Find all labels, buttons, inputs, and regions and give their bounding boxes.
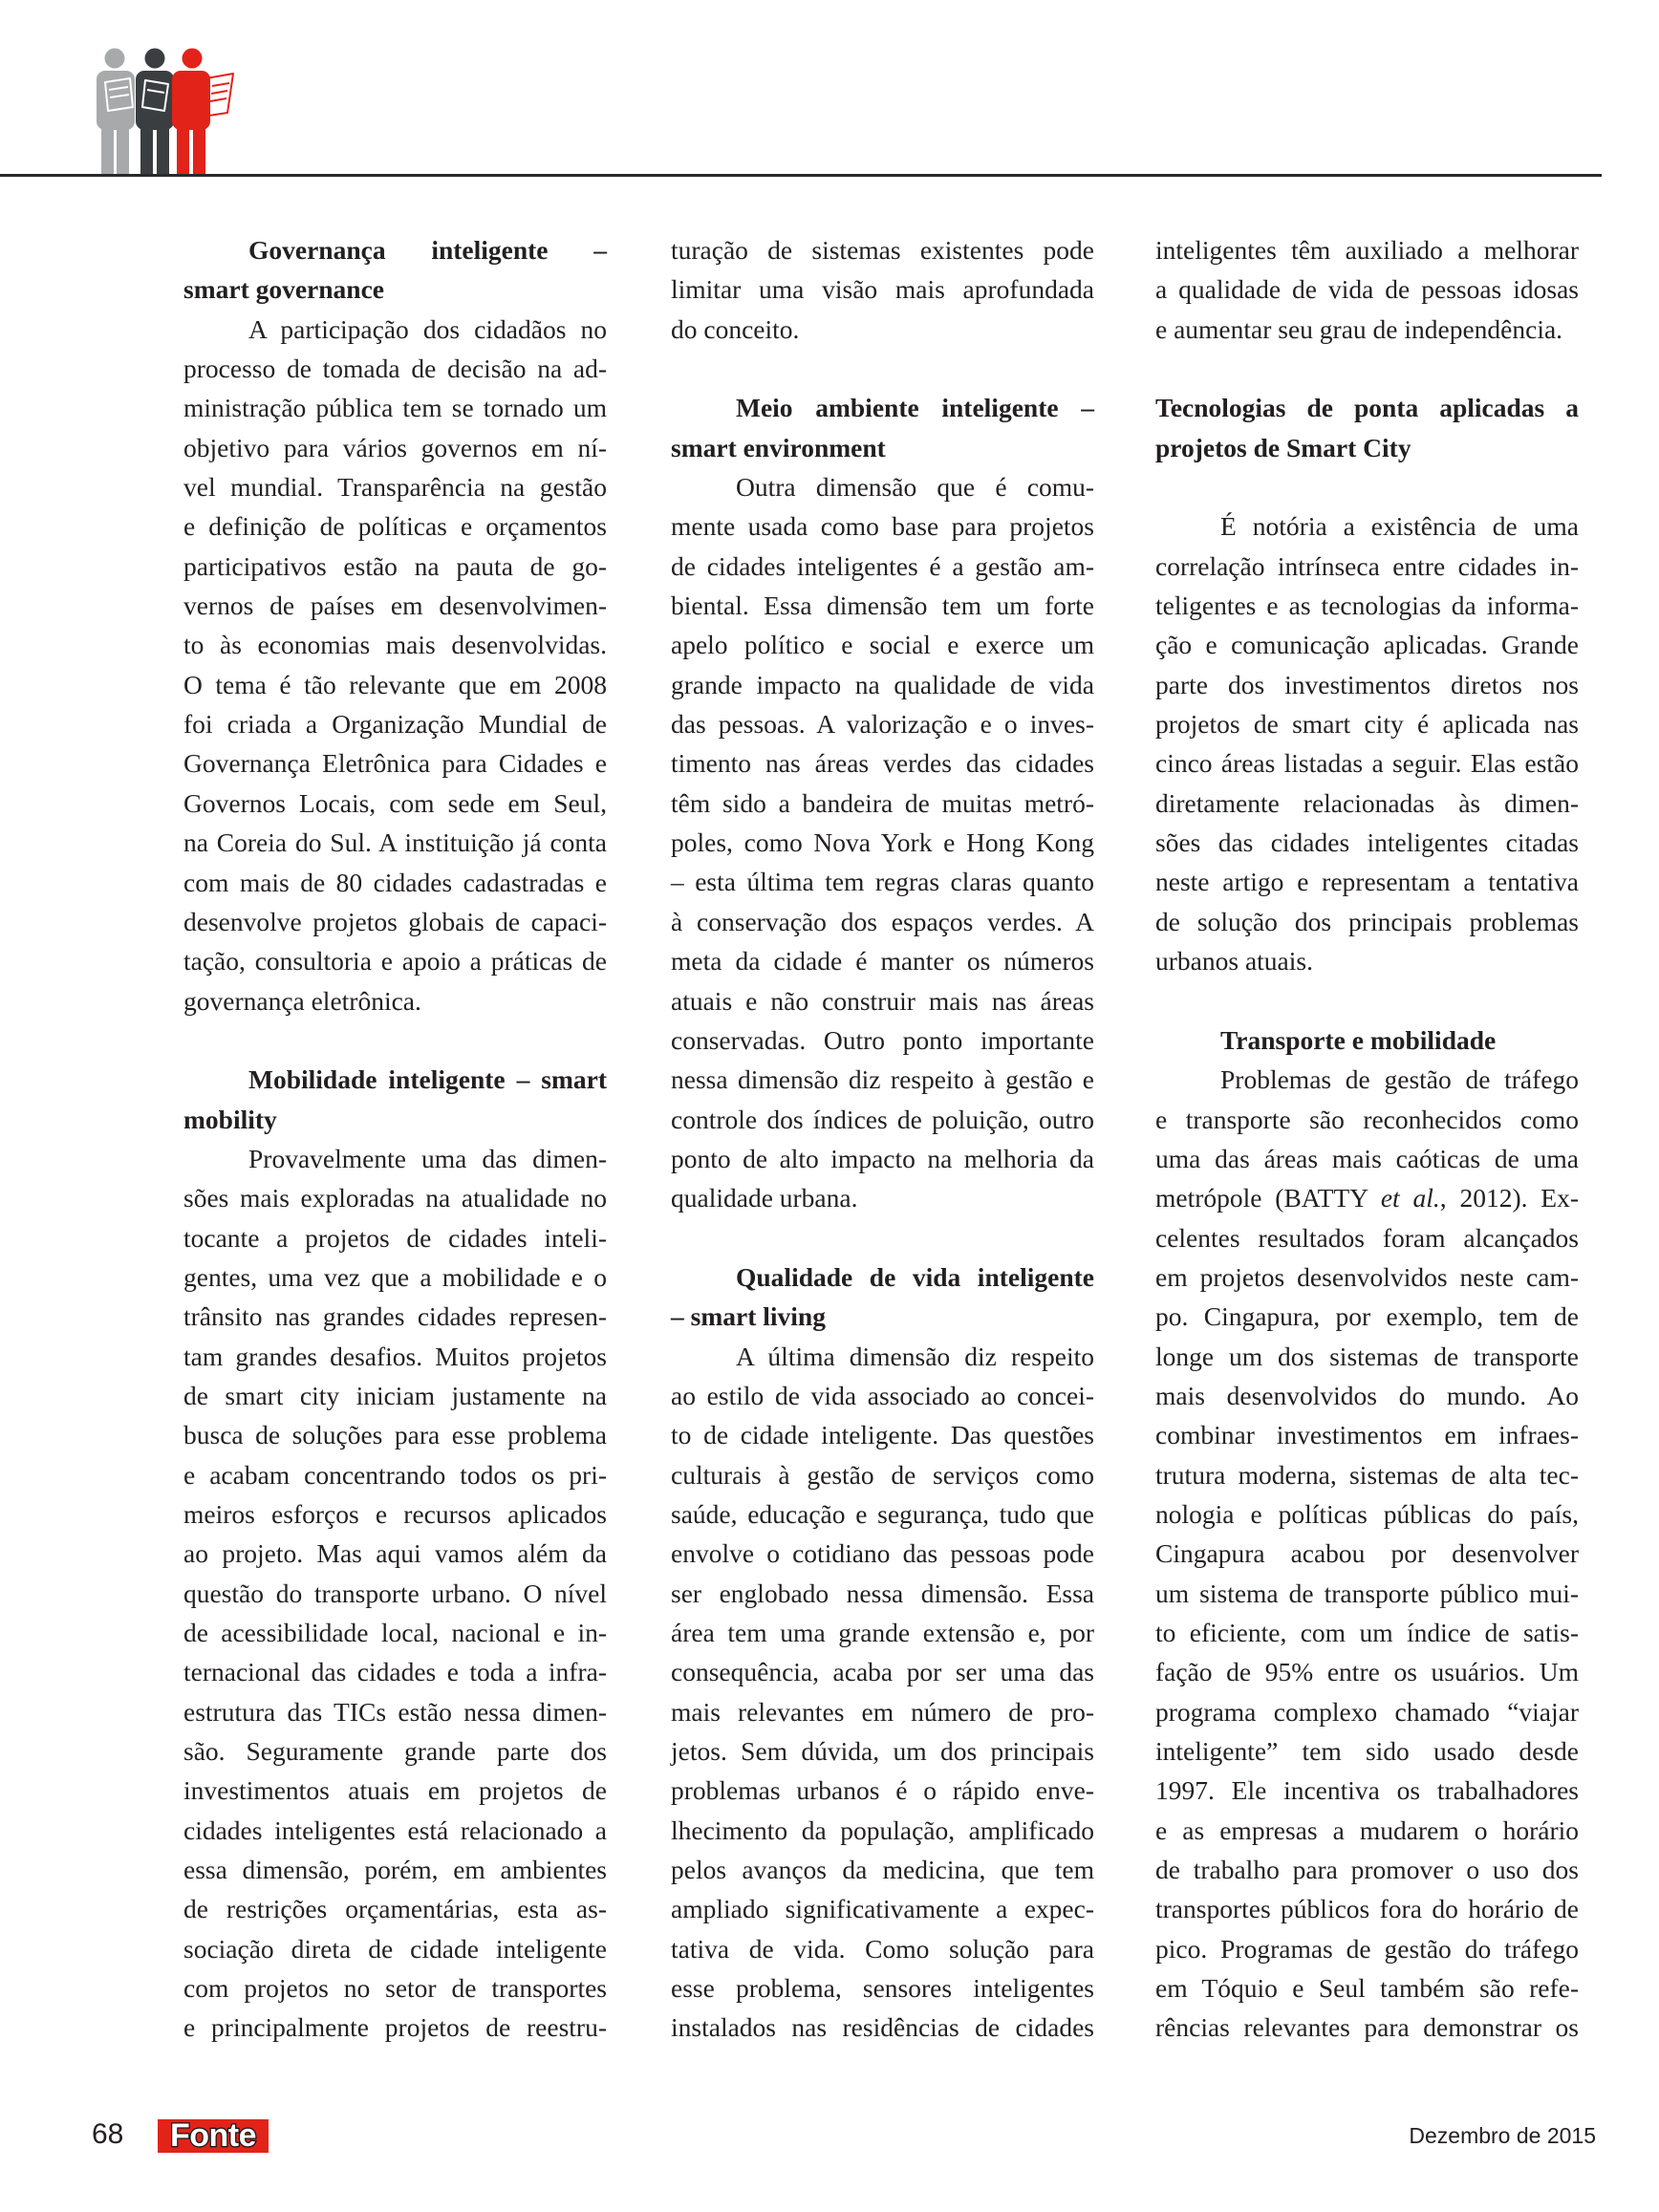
text-line: uma das áreas mais caóticas de uma [1155, 1143, 1579, 1173]
text-line: culturais à gestão de serviços como [671, 1459, 1094, 1490]
text-line: cinco áreas listadas a seguir. Elas estão [1155, 748, 1579, 779]
header-rule [0, 174, 1602, 177]
text-line: e transporte são reconhecidos como [1155, 1104, 1579, 1134]
body-paragraph [183, 1139, 607, 2048]
text-line: neste artigo e representam a tentativa [1155, 867, 1579, 897]
text-line: apelo político e social e exerce um [671, 630, 1094, 660]
emphasis-text: et al. [1380, 1183, 1440, 1213]
magazine-logo [158, 2119, 269, 2153]
subheading [671, 388, 1094, 467]
text-line: Cingapura acabou por desenvolver [1155, 1538, 1579, 1569]
page-number: 68 [92, 2118, 124, 2150]
text-line: governança eletrônica. [183, 985, 421, 1016]
text-line: projetos de smart city é aplicada nas [1155, 709, 1579, 740]
text-line: sociação direta de cidade inteligente [183, 1933, 607, 1964]
text-line: mais desenvolvidos do mundo. Ao [1155, 1380, 1579, 1410]
text-line: de trabalho para promover o uso dos [1155, 1855, 1579, 1885]
text-line: consequência, acaba por ser uma das [671, 1657, 1094, 1687]
text-line: Meio ambiente inteligente – [736, 393, 1094, 423]
text-line: parte dos investimentos diretos nos [1155, 669, 1579, 699]
text-line: processo de tomada de decisão na ad- [183, 354, 607, 384]
text-line: conservadas. Outro ponto importante [671, 1024, 1094, 1055]
text-line: cidades inteligentes está relacionado a [183, 1815, 607, 1845]
text-line: tam grandes desafios. Muitos projetos [183, 1341, 607, 1371]
text-line: Qualidade de vida inteligente [736, 1261, 1094, 1292]
text-line: tativa de vida. Como solução para [671, 1933, 1094, 1964]
text-line: transportes públicos fora do horário de [1155, 1894, 1579, 1924]
text-line: inteligentes têm auxiliado a melhorar [1155, 235, 1579, 265]
text-line: O tema é tão relevante que em 2008 [183, 669, 607, 699]
text-line: ção e comunicação aplicadas. Grande [1155, 630, 1579, 660]
text-line: Governança inteligente – [248, 235, 607, 265]
text-line: envolve o cotidiano das pessoas pode [671, 1538, 1094, 1569]
person-red-icon [172, 49, 210, 176]
text-line: 1997. Ele incentiva os trabalhadores [1155, 1775, 1579, 1806]
text-line: jetos. Sem dúvida, um dos principais [671, 1736, 1094, 1767]
text-line: poles, como Nova York e Hong Kong [671, 827, 1094, 858]
text-column-3 [1155, 230, 1579, 2048]
text-line: turação de sistemas existentes pode [671, 235, 1094, 265]
text-line: em projetos desenvolvidos neste cam- [1155, 1261, 1579, 1292]
text-line: e aumentar seu grau de independência. [1155, 313, 1563, 344]
text-line: pico. Programas de gestão do tráfego [1155, 1933, 1579, 1964]
section-heading [1155, 388, 1579, 467]
text-line: smart environment [671, 432, 886, 462]
text-line: Governança Eletrônica para Cidades e [183, 748, 607, 779]
text-line: lhecimento da população, amplificado [671, 1815, 1094, 1845]
text-line: em Tóquio e Seul também são refe- [1155, 1973, 1579, 2004]
text-line: com projetos no setor de transportes [183, 1973, 607, 2004]
text-line: vel mundial. Transparência na gestão [183, 472, 607, 503]
text-line: rências relevantes para demonstrar os [1155, 2012, 1579, 2043]
text-line: programa complexo chamado “viajar [1155, 1696, 1579, 1727]
text-line: com mais de 80 cidades cadastradas e [183, 867, 607, 897]
text-line: das pessoas. A valorização e o inves- [671, 709, 1094, 740]
text-line: to eficiente, com um índice de satis- [1155, 1617, 1579, 1647]
text-line: e acabam concentrando todos os pri- [183, 1459, 607, 1490]
text-line: de restrições orçamentárias, esta as- [183, 1894, 607, 1924]
text-line: limitar uma visão mais aprofundada [671, 274, 1094, 305]
text-line: to às economias mais desenvolvidas. [183, 630, 607, 660]
text-line: É notória a existência de uma [1220, 511, 1579, 542]
text-line: vernos de países em desenvolvimen- [183, 591, 607, 621]
person-dark-icon [136, 49, 174, 176]
text-line: essa dimensão, porém, em ambientes [183, 1855, 607, 1885]
text-line: biental. Essa dimensão tem um forte [671, 591, 1094, 621]
text-line [1155, 1178, 1579, 1217]
text-line: Transporte e mobilidade [1220, 1024, 1497, 1055]
three-people-icon [88, 40, 241, 175]
text-column-2 [671, 230, 1094, 2048]
text-line: trutura moderna, sistemas de alta tec- [1155, 1459, 1579, 1490]
text-line: foi criada a Organização Mundial de [183, 709, 607, 740]
body-paragraph [1155, 1060, 1579, 2048]
text-line: gentes, uma vez que a mobilidade e o [183, 1261, 607, 1292]
body-paragraph-continued [671, 230, 1094, 349]
text-line: e as empresas a mudarem o horário [1155, 1815, 1579, 1845]
text-line: timento nas áreas verdes das cidades [671, 748, 1094, 779]
text-column-1 [183, 230, 607, 2048]
text-line: pelos avanços da medicina, que tem [671, 1855, 1094, 1885]
text-line: A última dimensão diz respeito [736, 1341, 1094, 1371]
text-line: desenvolve projetos globais de capaci- [183, 906, 607, 936]
text-line: meta da cidade é manter os números [671, 946, 1094, 977]
text-line: diretamente relacionadas às dimen- [1155, 787, 1579, 818]
text-line: têm sido a bandeira de muitas metró- [671, 787, 1094, 818]
text-line: mobility [183, 1104, 277, 1134]
subheading [183, 230, 607, 310]
issue-date: Dezembro de 2015 [1409, 2123, 1596, 2148]
text-line: e definição de políticas e orçamentos [183, 511, 607, 542]
body-paragraph [183, 310, 607, 1020]
text-line: à conservação dos espaços verdes. A [671, 906, 1094, 936]
text-line: ampliado significativamente a expec- [671, 1894, 1094, 1924]
text-line: – smart living [671, 1301, 826, 1332]
text-line: e principalmente projetos de reestru- [183, 2012, 607, 2043]
text-line: Problemas de gestão de tráfego [1220, 1064, 1579, 1095]
person-gray-icon [97, 49, 135, 176]
text-line: a qualidade de vida de pessoas idosas [1155, 274, 1579, 305]
text-line: estrutura das TICs estão nessa dimen- [183, 1696, 607, 1727]
text-line: questão do transporte urbano. O nível [183, 1578, 607, 1608]
text-line: controle dos índices de poluição, outro [671, 1104, 1094, 1134]
text-line: mais relevantes em número de pro- [671, 1696, 1094, 1727]
text-line: de smart city iniciam justamente na [183, 1380, 607, 1410]
text-line: são. Seguramente grande parte dos [183, 1736, 607, 1767]
text-line: nologia e políticas públicas do país, [1155, 1498, 1579, 1529]
subheading [671, 1257, 1094, 1337]
text-line: grande impacto na qualidade de vida [671, 669, 1094, 699]
text-line: problemas urbanos é o rápido enve- [671, 1775, 1094, 1806]
text-line: sões das cidades inteligentes citadas [1155, 827, 1579, 858]
text-line: objetivo para vários governos em ní- [183, 432, 607, 462]
text-line: – esta última tem regras claras quanto [671, 867, 1094, 897]
text-line: inteligente” tem sido usado desde [1155, 1736, 1579, 1767]
text-line: mente usada como base para projetos [671, 511, 1094, 542]
text-line: Provavelmente uma das dimen- [248, 1143, 607, 1173]
body-paragraph [1155, 506, 1579, 980]
text-line: sões mais exploradas na atualidade no [183, 1183, 607, 1213]
text-line: tação, consultoria e apoio a práticas de [183, 946, 607, 977]
text-line: participativos estão na pauta de go- [183, 550, 607, 581]
text-line: po. Cingapura, por exemplo, tem de [1155, 1301, 1579, 1332]
text-line: de acessibilidade local, nacional e in- [183, 1618, 607, 1648]
text-line: ponto de alto impacto na melhoria da [671, 1143, 1094, 1173]
text-line: esse problema, sensores inteligentes [671, 1973, 1094, 2004]
text-line: tocante a projetos de cidades inteli- [183, 1222, 607, 1253]
text-line: ternacional das cidades e toda a infra- [183, 1657, 607, 1687]
text-line: na Coreia do Sul. A instituição já conta [183, 827, 607, 858]
body-paragraph [671, 467, 1094, 1218]
text-line: ao estilo de vida associado ao concei- [671, 1380, 1094, 1410]
text-line: longe um dos sistemas de transporte [1155, 1341, 1579, 1371]
body-paragraph-continued [1155, 230, 1579, 349]
text-line: urbanos atuais. [1155, 946, 1313, 977]
text-line: correlação intrínseca entre cidades in- [1155, 550, 1579, 581]
text-line: smart governance [183, 274, 385, 305]
text-line: ministração pública tem se tornado um [183, 393, 607, 423]
text-line: do conceito. [671, 313, 800, 344]
text-line: fação de 95% entre os usuários. Um [1155, 1657, 1579, 1687]
text-line: ao projeto. Mas aqui vamos além da [183, 1538, 607, 1569]
text-line: saúde, educação e segurança, tudo que [671, 1498, 1094, 1529]
text-line: combinar investimentos em infraes- [1155, 1420, 1579, 1450]
subheading [183, 1060, 607, 1139]
text-line: projetos de Smart City [1155, 432, 1411, 462]
text-line: teligentes e as tecnologias da informa- [1155, 591, 1579, 621]
text-line: meiros esforços e recursos aplicados [183, 1498, 607, 1529]
text-line: to de cidade inteligente. Das questões [671, 1420, 1094, 1450]
text-line: Outra dimensão que é comu- [736, 472, 1094, 503]
text-line: celentes resultados foram alcançados [1155, 1222, 1579, 1253]
text-line: nessa dimensão diz respeito à gestão e [671, 1064, 1094, 1095]
text-line: Tecnologias de ponta aplicadas a [1155, 393, 1579, 423]
body-paragraph [671, 1337, 1094, 2048]
text-segment: , 2012). Ex- [1439, 1183, 1579, 1213]
subheading [1155, 1020, 1579, 1060]
text-line: instalados nas residências de cidades [671, 2012, 1094, 2043]
text-line: Governos Locais, com sede em Seul, [183, 787, 607, 818]
text-line: de cidades inteligentes é a gestão am- [671, 550, 1094, 581]
text-line: um sistema de transporte público mui- [1155, 1578, 1579, 1608]
text-line: atuais e não construir mais nas áreas [671, 985, 1094, 1016]
text-segment: metrópole (BATTY [1155, 1183, 1381, 1213]
text-line: trânsito nas grandes cidades represen- [183, 1301, 607, 1332]
text-line: de solução dos principais problemas [1155, 906, 1579, 936]
text-line: área tem uma grande extensão e, por [671, 1618, 1094, 1647]
text-line: investimentos atuais em projetos de [183, 1775, 607, 1806]
text-line: Mobilidade inteligente – smart [248, 1064, 607, 1095]
magazine-logo-text: Fonte [169, 2119, 257, 2153]
text-line: A participação dos cidadãos no [248, 313, 607, 344]
text-line: ser englobado nessa dimensão. Essa [671, 1578, 1094, 1608]
text-line: busca de soluções para esse problema [183, 1420, 607, 1450]
text-line: qualidade urbana. [671, 1183, 858, 1213]
